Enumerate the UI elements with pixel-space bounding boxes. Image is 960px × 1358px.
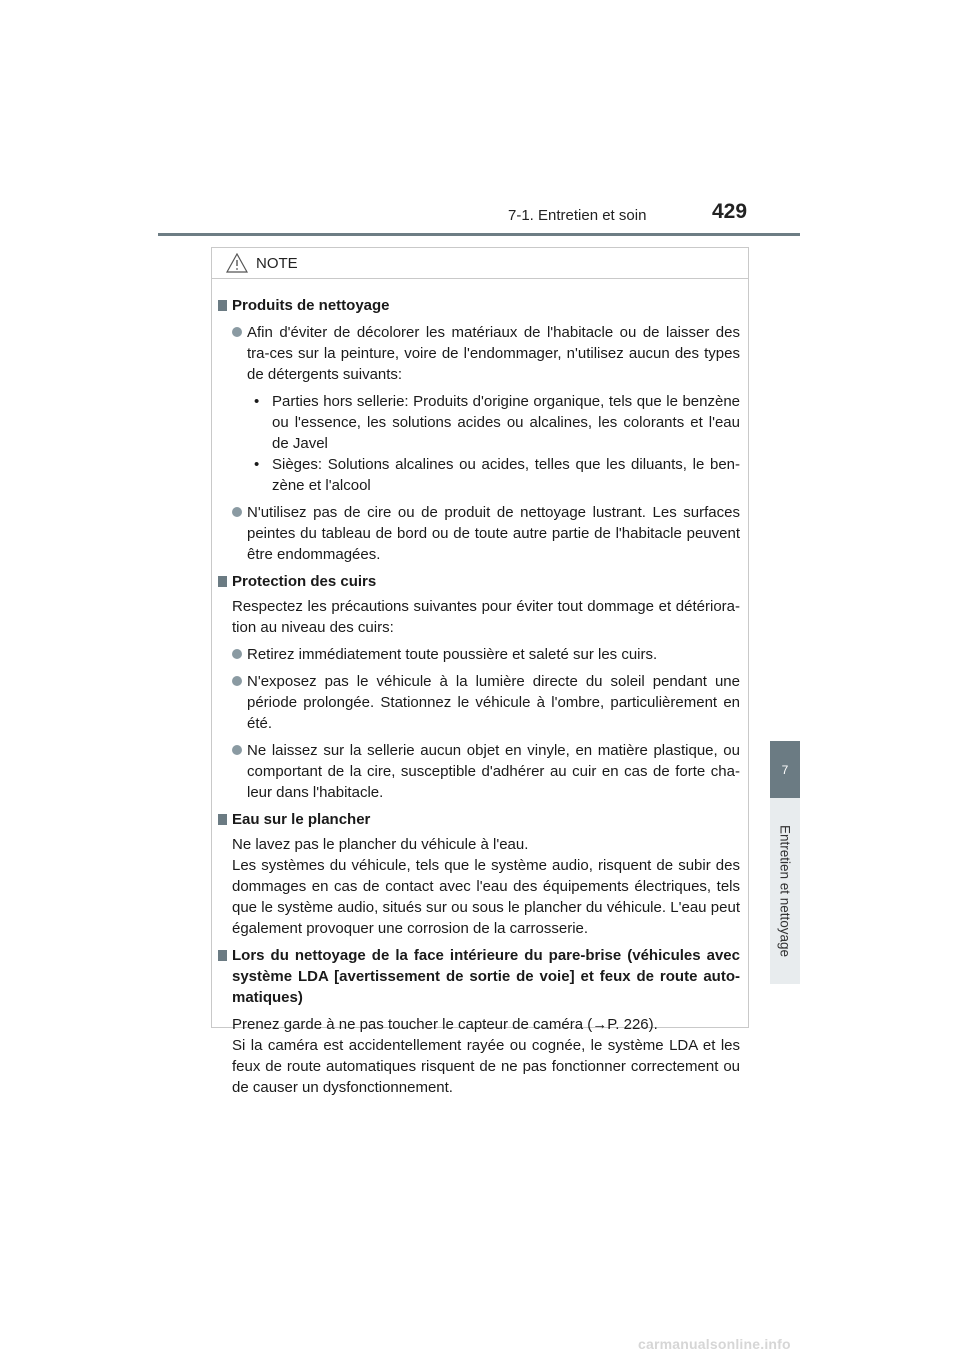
bullet-item	[232, 740, 740, 803]
bullet-item	[232, 322, 740, 385]
section-heading-text: Eau sur le plancher	[232, 811, 371, 828]
sub-item-text: Sièges: Solutions alcalines ou acides, telles que les diluants, le ben-zène et l'alcool	[272, 456, 740, 494]
watermark-logo: carmanualsonline.info	[638, 1336, 791, 1352]
bullet-item	[232, 671, 740, 734]
circle-bullet-icon	[232, 327, 242, 337]
circle-bullet-icon	[232, 745, 242, 755]
section-heading	[218, 571, 740, 592]
paragraph: Prenez garde à ne pas toucher le capteur de caméra (→P. 226).	[232, 1016, 658, 1033]
section-intro: Respectez les précautions suivantes pour éviter tout dommage et détériora-tion au niveau des cuirs:	[232, 598, 740, 636]
square-bullet-icon	[218, 950, 227, 961]
section-heading-text: Protection des cuirs	[232, 573, 377, 590]
bullet-text: Afin d'éviter de décolorer les matériaux de l'habitacle ou de laisser des tra-ces sur la peinture, voire de l'endommager, n'utilisez aucun des types de détergents suivants:	[247, 324, 740, 383]
note-label: NOTE	[256, 254, 298, 272]
chapter-tab: 7	[770, 741, 800, 798]
sub-item	[248, 391, 740, 454]
bullet-item	[232, 644, 740, 665]
square-bullet-icon	[218, 814, 227, 825]
sub-item-text: Parties hors sellerie: Produits d'origine organique, tels que le benzène ou l'essence, les solutions acides ou alcalines, les colorants et l'eau de Javel	[272, 393, 740, 452]
section-heading	[218, 945, 740, 1008]
chapter-tab-label: Entretien et nettoyage	[777, 824, 793, 958]
circle-bullet-icon	[232, 507, 242, 517]
section-heading	[218, 809, 740, 830]
paragraph: Les systèmes du véhicule, tels que le système audio, risquent de subir des dommages en cas de contact avec l'eau des équipements électriques, tels que le système audio, situés sur ou sous le plancher du véhicule. L'eau peut également provoquer une corrosion de la carrosserie.	[232, 857, 740, 937]
section-title: 7-1. Entretien et soin	[508, 207, 647, 224]
circle-bullet-icon	[232, 649, 242, 659]
circle-bullet-icon	[232, 676, 242, 686]
bullet-text: Ne laissez sur la sellerie aucun objet en vinyle, en matière plastique, ou comportant de la cire, susceptible d'adhérer au cuir en cas de forte cha-leur dans l'habitacle.	[247, 742, 740, 801]
dot-marker-icon: •	[254, 456, 260, 473]
note-body	[212, 279, 748, 1098]
dot-marker-icon: •	[254, 393, 260, 410]
header-divider	[158, 233, 800, 236]
bullet-text: N'exposez pas le véhicule à la lumière directe du soleil pendant une période prolongée. Stationnez le véhicule à l'ombre, particulièrement en été.	[247, 673, 740, 732]
paragraph: Ne lavez pas le plancher du véhicule à l'eau.	[232, 836, 529, 853]
section-heading	[218, 295, 740, 316]
note-header	[212, 248, 748, 279]
warning-icon	[226, 253, 248, 273]
bullet-item	[232, 502, 740, 565]
section-heading-text: Produits de nettoyage	[232, 297, 390, 314]
section-heading-text: Lors du nettoyage de la face intérieure du pare-brise (véhicules avec système LDA [avertissement de sortie de voie] et feux de route auto-matiques)	[232, 947, 740, 1006]
square-bullet-icon	[218, 576, 227, 587]
sub-item	[248, 454, 740, 496]
bullet-text: Retirez immédiatement toute poussière et saleté sur les cuirs.	[247, 646, 658, 663]
paragraph: Si la caméra est accidentellement rayée ou cognée, le système LDA et les feux de route automatiques risquent de ne pas fonctionner correctement ou de causer un dysfonctionnement.	[232, 1037, 740, 1096]
page-number: 429	[712, 200, 748, 223]
bullet-text: N'utilisez pas de cire ou de produit de nettoyage lustrant. Les surfaces peintes du tableau de bord ou de toute autre partie de l'habitacle peuvent être endommagées.	[247, 504, 740, 563]
square-bullet-icon	[218, 300, 227, 311]
note-box	[211, 247, 749, 1096]
